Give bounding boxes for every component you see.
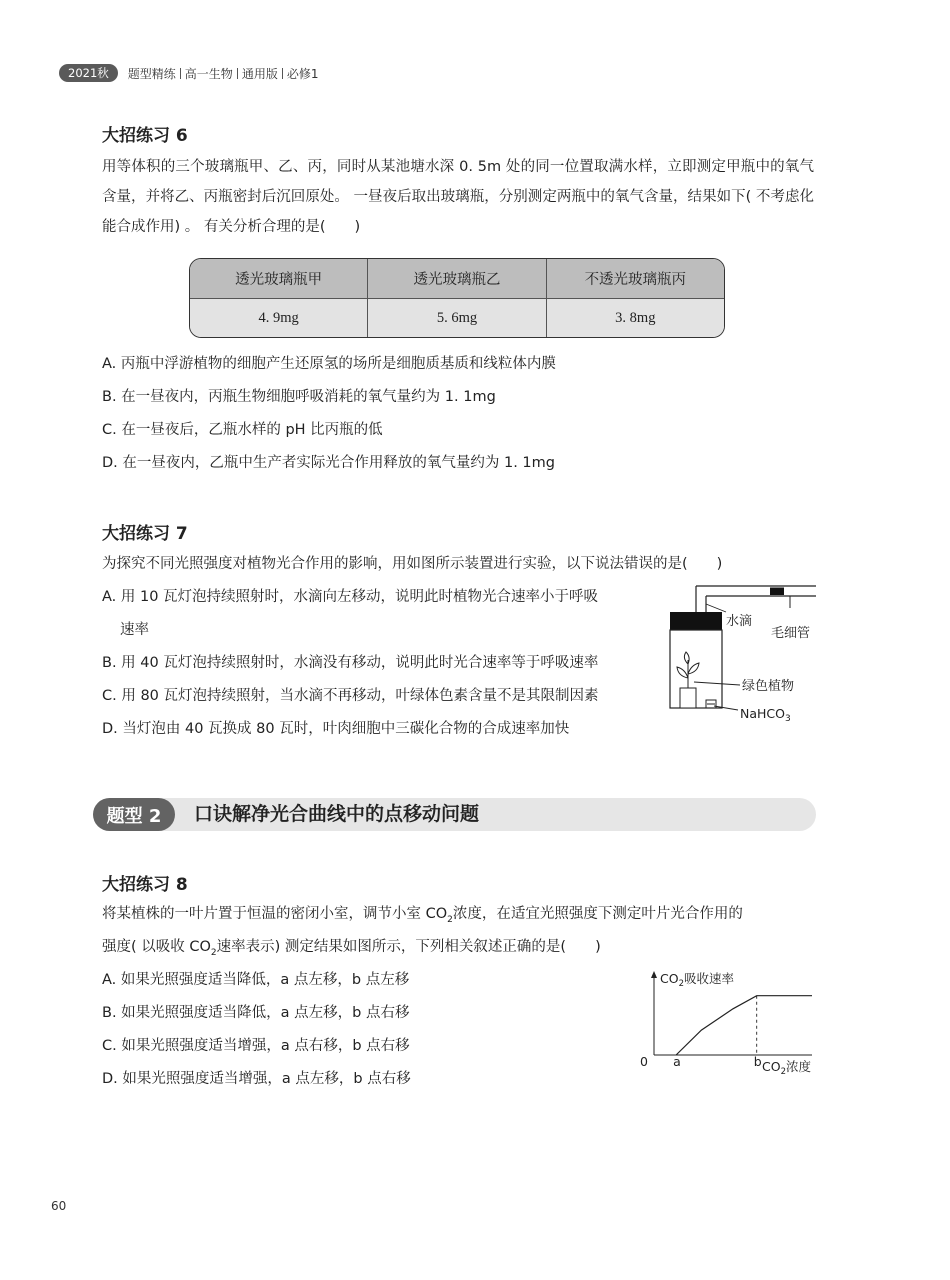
exercise-7-option-c: C. 用 80 瓦灯泡持续照射，当水滴不再移动，叶绿体色素含量不是其限制因素	[102, 688, 599, 704]
chart-x-label: $CO_2$浓度	[762, 1059, 812, 1077]
exercise-7-title: 大招练习 7	[102, 524, 188, 544]
exercise-7-option-a-line2: 速率	[120, 622, 149, 638]
oxygen-table	[189, 258, 725, 338]
table-header-cell: 透光玻璃瓶乙	[368, 259, 546, 298]
exercise-7-option-d: D. 当灯泡由 40 瓦换成 80 瓦时，叶肉细胞中三碳化合物的合成速率加快	[102, 721, 570, 737]
plant-label: 绿色植物	[742, 679, 795, 694]
exercise-6-option-b: B. 在一昼夜内，丙瓶生物细胞呼吸消耗的氧气量约为 1. 1mg	[102, 389, 496, 405]
section-title: 口诀解净光合曲线中的点移动问题	[194, 803, 480, 825]
exercise-8-option-d: D. 如果光照强度适当增强，a 点左移，b 点右移	[102, 1071, 411, 1087]
chart-y-axis-arrow	[651, 971, 657, 978]
exercise-8-title: 大招练习 8	[102, 875, 188, 895]
edition-badge: 2021秋	[59, 64, 118, 82]
crumb-separator	[180, 68, 181, 79]
chart-origin-label: 0	[640, 1054, 648, 1069]
running-header	[59, 64, 318, 82]
water-drop-label: 水滴	[726, 614, 753, 629]
plant-leaf-left	[677, 667, 688, 678]
exercise-7-stem: 为探究不同光照强度对植物光合作用的影响，用如图所示装置进行实验，以下说法错误的是( )	[102, 556, 723, 572]
exercise-7-option-b: B. 用 40 瓦灯泡持续照射时，水滴没有移动，说明此时光合速率等于呼吸速率	[102, 655, 599, 671]
section-badge: 题型 2	[93, 798, 175, 831]
exercise-8-stem-line1: 将某植株的一叶片置于恒温的密闭小室，调节小室 $CO_2$浓度，在适宜光照强度下测定叶片光合作用的	[102, 906, 743, 925]
exercise-8-option-b: B. 如果光照强度适当降低，a 点左移，b 点右移	[102, 1005, 410, 1021]
crumb-separator	[282, 68, 283, 79]
water-drop-pointer-line	[706, 604, 726, 612]
plant-leaf-right	[688, 663, 699, 674]
exercise-6-stem: 用等体积的三个玻璃瓶甲、乙、丙，同时从某池塘水深 0. 5m 处的同一位置取满水样，立即测定甲瓶中的氧气含量，并将乙、丙瓶密封后沉回原处。 一昼夜后取出玻璃瓶，分别测定两瓶中的氧气含量，结果如下( 不考虑化能合成作用) 。 有关分析合理的是( )	[102, 159, 814, 235]
table-cell: 4. 9mg	[190, 299, 368, 338]
exercise-8-stem-line2: 强度( 以吸收 $CO_2$速率表示) 测定结果如图所示，下列相关叙述正确的是( )	[102, 939, 601, 958]
crumb-separator	[237, 68, 238, 79]
exercise-6-option-c: C. 在一昼夜后，乙瓶水样的 pH 比丙瓶的低	[102, 422, 383, 438]
nahco3-label: NaHCO$_3$	[740, 706, 791, 724]
chart-point-a-label: a	[673, 1054, 681, 1069]
section-banner	[93, 798, 816, 831]
table-header-row	[190, 259, 724, 299]
page-number: 60	[51, 1199, 67, 1213]
crumb-1: 题型精练	[127, 66, 176, 81]
chart-curve-line	[676, 996, 812, 1055]
exercise-6-title: 大招练习 6	[102, 126, 188, 146]
table-header-cell: 不透光玻璃瓶丙	[584, 272, 687, 288]
exercise-8-option-a: A. 如果光照强度适当降低，a 点左移，b 点左移	[102, 972, 410, 988]
chart-y-label: $CO_2$吸收速率	[660, 971, 735, 989]
crumb-2: 高一生物	[184, 66, 233, 81]
exercise-8-option-c: C. 如果光照强度适当增强，a 点右移，b 点右移	[102, 1038, 410, 1054]
exercise-6-option-d: D. 在一昼夜内，乙瓶中生产者实际光合作用释放的氧气量约为 1. 1mg	[102, 455, 555, 471]
exercise-6-option-a: A. 丙瓶中浮游植物的细胞产生还原氢的场所是细胞质基质和线粒体内膜	[102, 356, 556, 372]
apparatus-figure	[660, 582, 820, 727]
crumb-3: 通用版	[241, 66, 278, 81]
table-row	[190, 299, 724, 338]
table-cell: 5. 6mg	[368, 299, 546, 338]
table-header-cell: 透光玻璃瓶甲	[190, 259, 368, 298]
water-drop-mark	[770, 588, 784, 596]
crumb-4: 必修1	[286, 66, 319, 81]
plant-pot	[680, 688, 696, 708]
container-lid	[670, 612, 722, 630]
co2-absorption-chart	[630, 965, 820, 1080]
exercise-7-option-a-line1: A. 用 10 瓦灯泡持续照射时，水滴向左移动，说明此时植物光合速率小于呼吸	[102, 589, 599, 605]
chart-point-b-label: b	[753, 1054, 762, 1069]
plant-pointer-line	[694, 682, 740, 685]
capillary-label: 毛细管	[771, 626, 811, 641]
plant-leaf-top	[684, 652, 689, 664]
table-cell: 3. 8mg	[615, 310, 656, 326]
